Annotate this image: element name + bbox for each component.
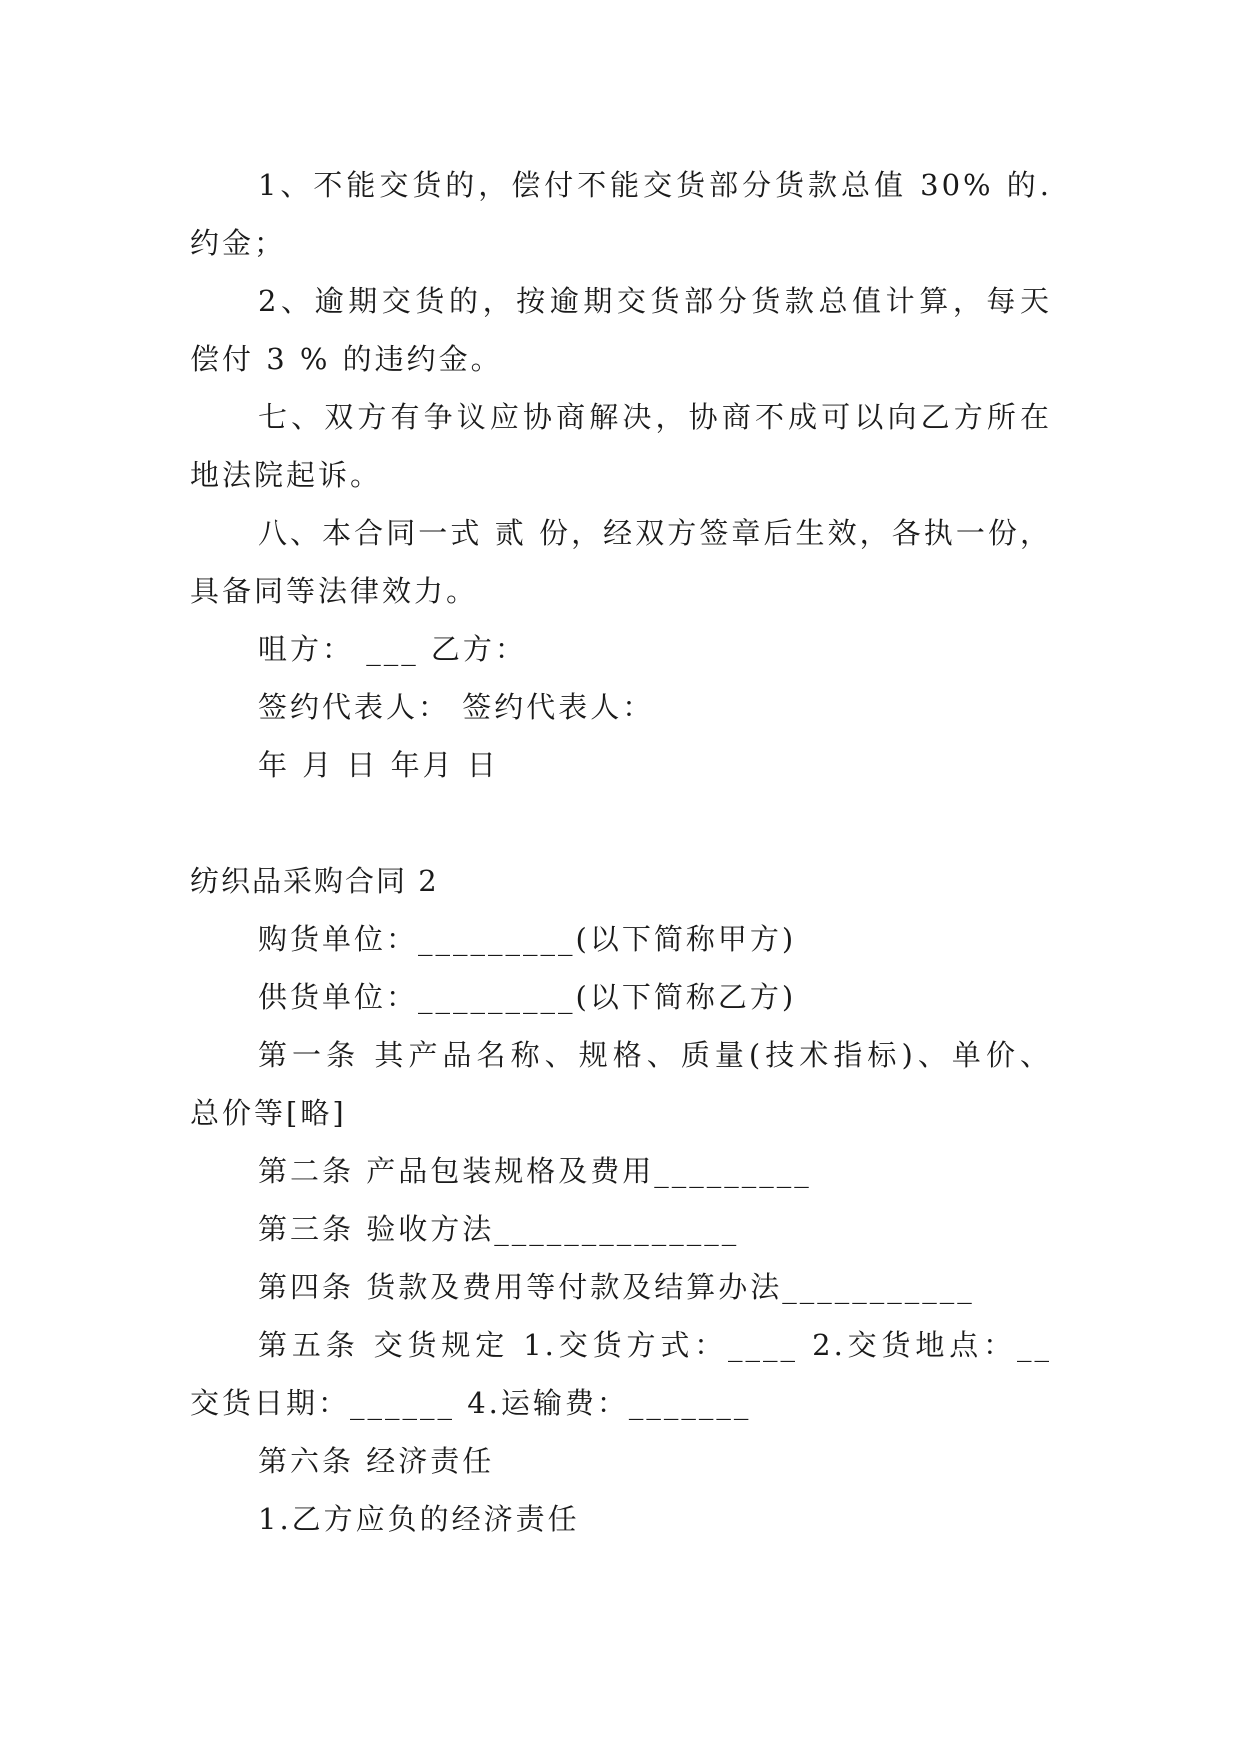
dispute-clause-line: 七、双方有争议应协商解决，协商不成可以向乙方所在 bbox=[258, 400, 1052, 434]
article-5-line: 第五条 交货规定 1.交货方式：____ 2.交货地点：__ bbox=[258, 1328, 1052, 1362]
signature-dates: 年 月 日 年月 日 bbox=[258, 748, 499, 782]
copies-clause-line: 八、本合同一式 贰 份，经双方签章后生效，各执一份， bbox=[258, 516, 1052, 550]
section-gap bbox=[190, 794, 1052, 852]
penalty-clause-2-continuation: 偿付 3 % 的违约金。 bbox=[190, 342, 503, 376]
article-1-continuation: 总价等[略] bbox=[190, 1096, 347, 1130]
article-5-continuation: 交货日期：______ 4.运输费：_______ bbox=[190, 1386, 752, 1420]
article-4-line: 第四条 货款及费用等付款及结算办法___________ bbox=[258, 1270, 975, 1304]
article-6-line: 第六条 经济责任 bbox=[258, 1444, 495, 1478]
article-3-line: 第三条 验收方法______________ bbox=[258, 1212, 740, 1246]
penalty-clause-1-line: 1、不能交货的，偿付不能交货部分货款总值 30% 的. bbox=[258, 168, 1052, 202]
supplier-line: 供货单位：_________(以下简称乙方) bbox=[258, 980, 797, 1014]
contract-2-title: 纺织品采购合同 2 bbox=[190, 864, 439, 898]
signature-parties: 咀方： ___ 乙方： bbox=[258, 632, 527, 666]
dispute-clause-continuation: 地法院起诉。 bbox=[190, 458, 383, 492]
penalty-clause-1-continuation: 约金； bbox=[190, 226, 287, 260]
article-1-line: 第一条 其产品名称、规格、质量(技术指标)、单价、 bbox=[258, 1038, 1052, 1072]
signature-representatives: 签约代表人： 签约代表人： bbox=[258, 690, 655, 724]
copies-clause-continuation: 具备同等法律效力。 bbox=[190, 574, 479, 608]
article-2-line: 第二条 产品包装规格及费用_________ bbox=[258, 1154, 812, 1188]
buyer-line: 购货单位：_________(以下简称甲方) bbox=[258, 922, 797, 956]
document-body bbox=[190, 156, 1052, 1548]
penalty-clause-2-line: 2、逾期交货的，按逾期交货部分货款总值计算，每天 bbox=[258, 284, 1052, 318]
article-6-item-1: 1.乙方应负的经济责任 bbox=[258, 1502, 580, 1536]
